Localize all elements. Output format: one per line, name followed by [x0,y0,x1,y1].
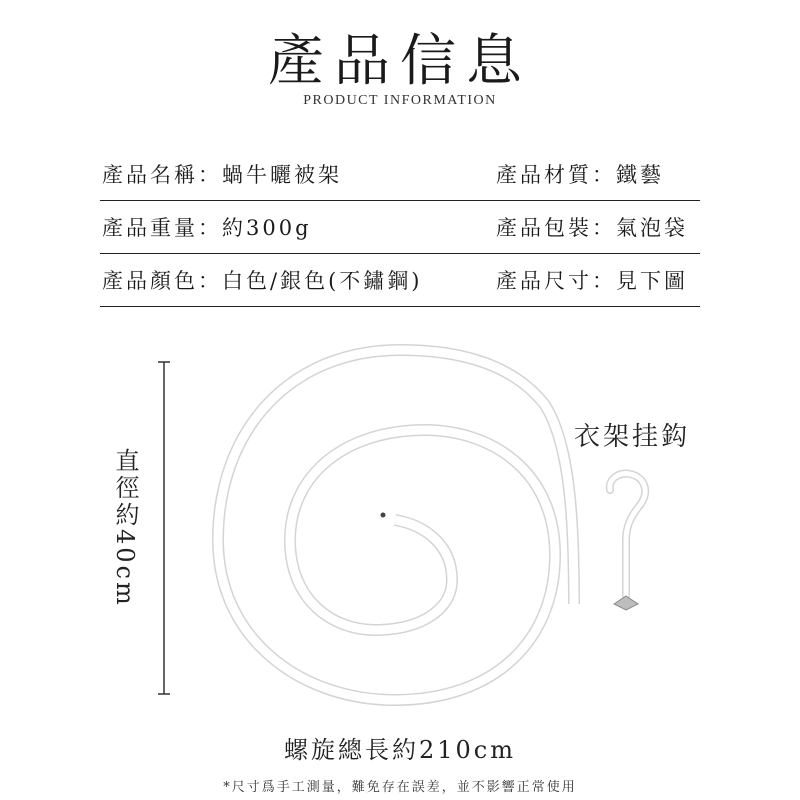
spec-size: 產品尺寸：見下圖 [496,269,688,293]
spec-packaging: 產品包裝：氣泡袋 [496,216,688,240]
spiral-length-label: 螺旋總長約210cm [283,736,516,764]
spec-color: 產品顏色：白色/銀色(不鏽鋼) [102,269,423,293]
hook-label: 衣架挂鈎 [574,422,691,452]
spec-weight: 產品重量：約300g [102,216,312,240]
spec-name: 產品名稱：蝸牛曬被架 [102,163,342,187]
diameter-label: 直徑約40cm [111,448,139,608]
page-title: 產品信息 [268,29,532,94]
hook-image [610,474,645,610]
spec-material: 產品材質：鐵藝 [496,163,664,187]
page-subtitle: PRODUCT INFORMATION [303,93,497,108]
footnote: *尺寸爲手工測量，難免存在誤差，並不影響正常使用 [223,780,577,795]
diameter-dimension-line [158,362,170,694]
spiral-end-hole [381,513,386,518]
spiral-hanger-image [218,350,574,700]
